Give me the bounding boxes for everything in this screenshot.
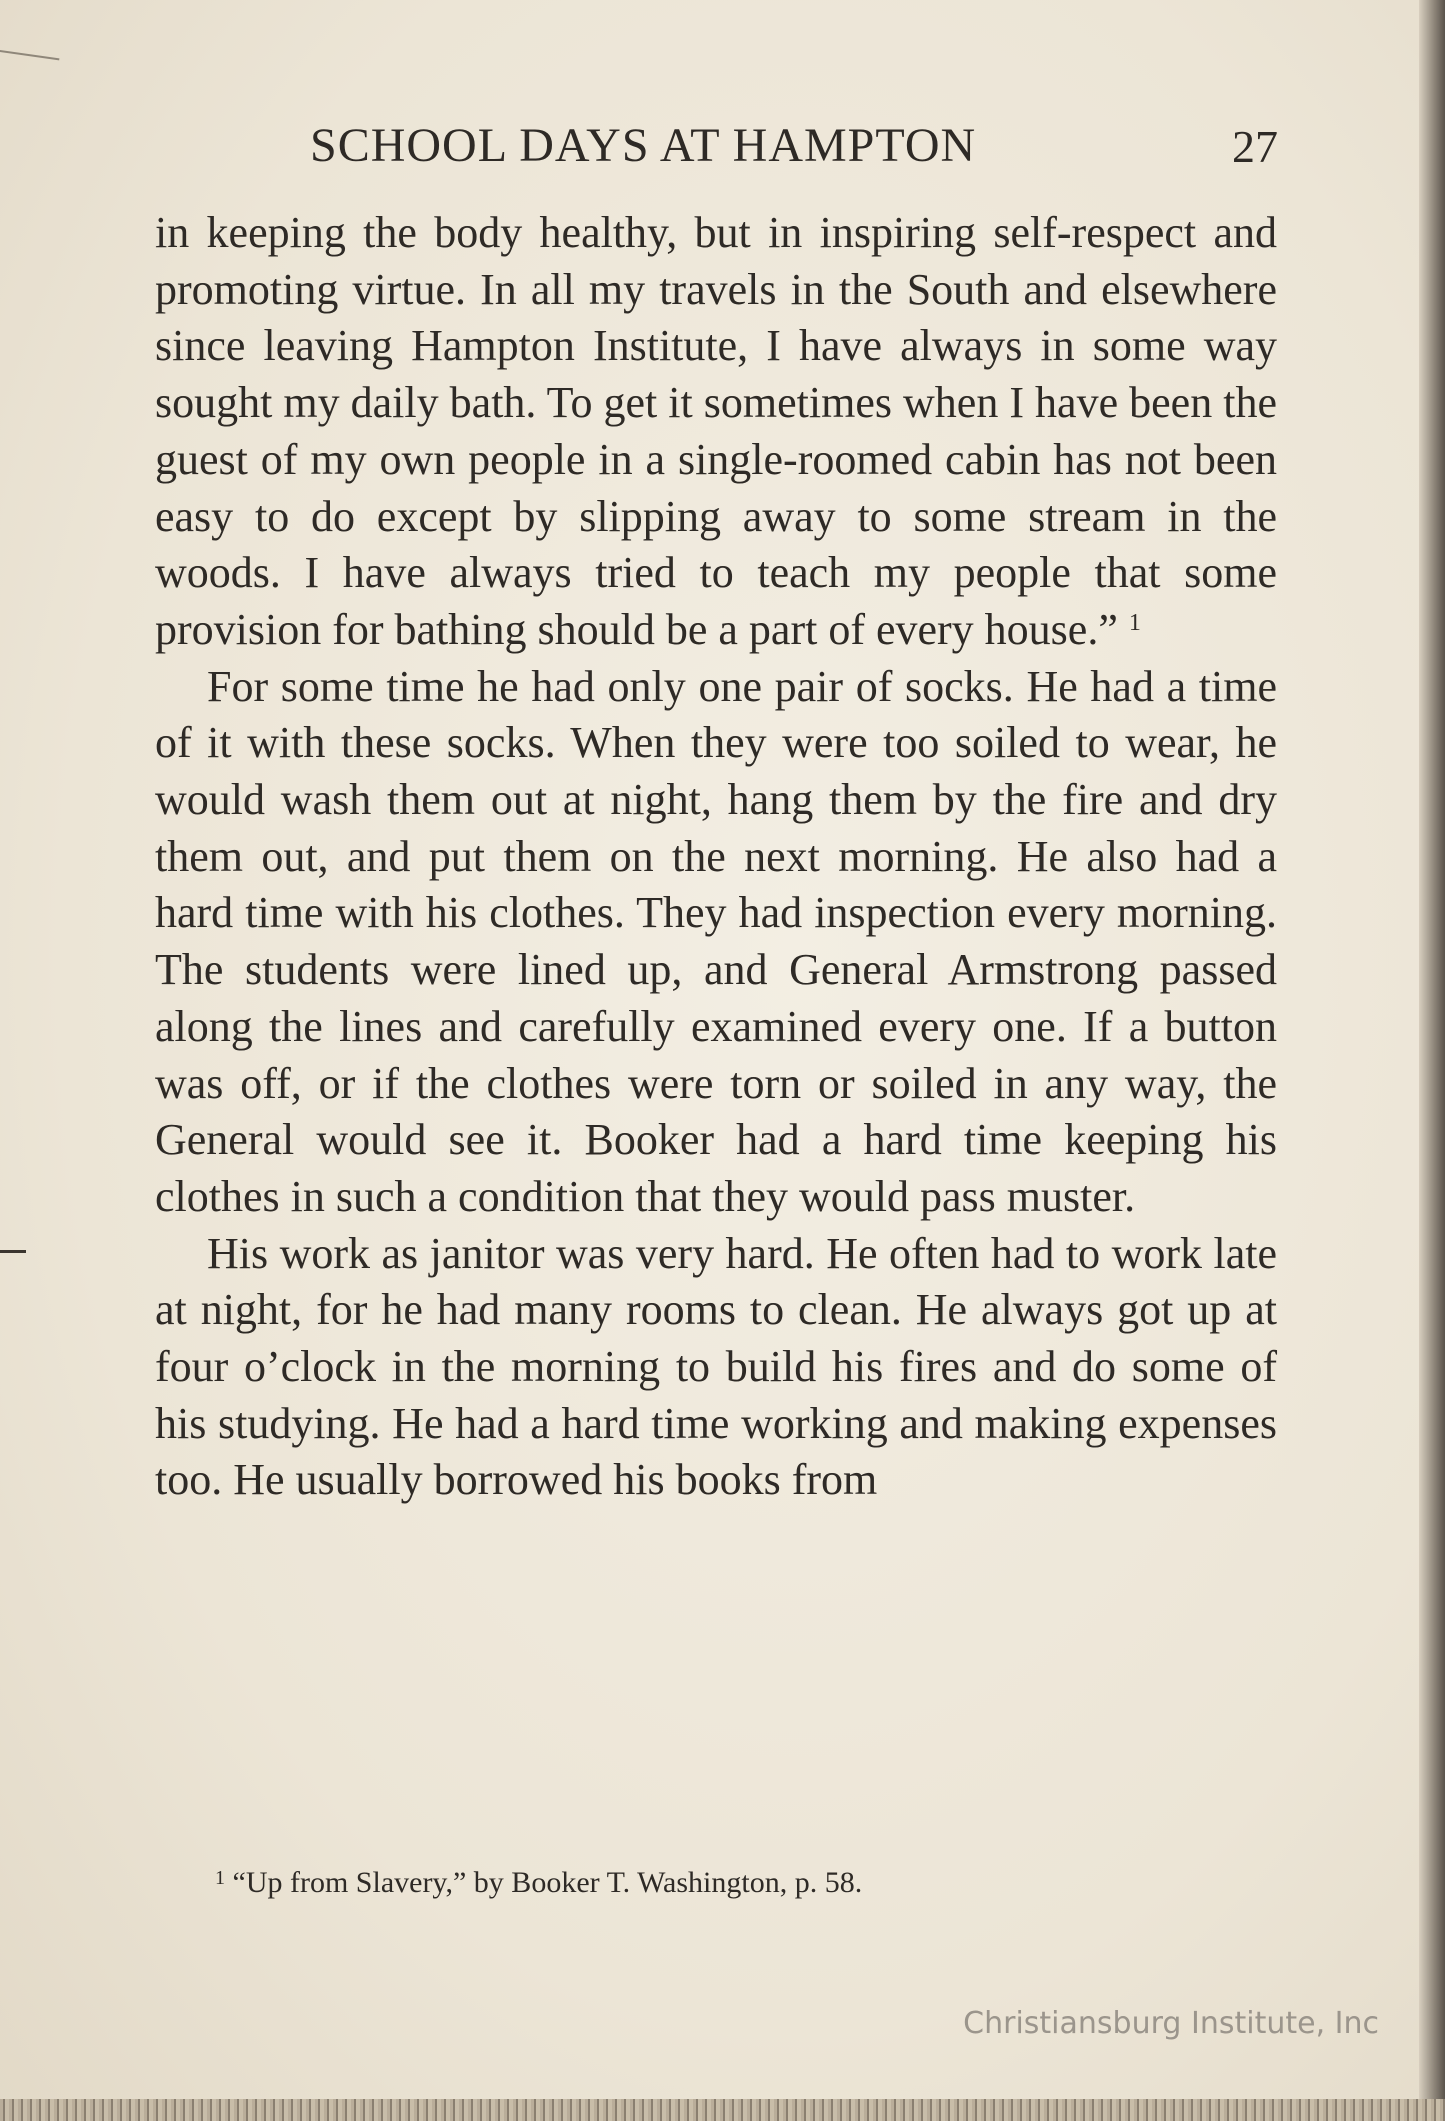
body-text: [155, 205, 1277, 1509]
running-title: SCHOOL DAYS AT HAMPTON: [310, 119, 977, 172]
footnote-marker: 1: [215, 1867, 225, 1889]
footnote-reference: 1: [1128, 609, 1141, 636]
page-header: [150, 118, 1278, 178]
page-edge-bottom: [0, 2099, 1445, 2121]
page-edge-right: [1419, 0, 1445, 2121]
paragraph-text: His work as janitor was very hard. He often had to work late at night, for he had many rooms to clean. He always got up at four o’clock in the morning to build his fires and do some of his studying. He had a hard time working and making expenses too. He usually borrowed his books from: [155, 1228, 1277, 1505]
margin-mark: [0, 1250, 26, 1253]
paragraph: [155, 205, 1277, 659]
footnote: [215, 1866, 862, 1900]
paragraph-text: in keeping the body healthy, but in inspiring self-respect and promoting virtue. In all my travels in the South and elsewhere since leaving Hampton Institute, I have always in some way sought my daily bath. To get it sometimes when I have been the guest of my own people in a single-roomed cabin has not been easy to do except by slipping away to some stream in the woods. I have always tried to teach my people that some provision for bathing should be a part of every house.”: [155, 208, 1277, 654]
watermark: Christiansburg Institute, Inc: [963, 2006, 1379, 2041]
paragraph-text: For some time he had only one pair of socks. He had a time of it with these socks. When they were too soiled to wear, he would wash them out at night, hang them by the fire and dry them out, and put them on the next morning. He also had a hard time with his clothes. They had inspection every morning. The students were lined up, and General Armstrong passed along the lines and carefully examined every one. If a button was off, or if the clothes were torn or soiled in any way, the General would see it. Booker had a hard time keeping his clothes in such a condition that they would pass muster.: [155, 661, 1277, 1221]
page-number: 27: [1232, 121, 1278, 172]
paragraph: [155, 659, 1277, 1226]
page-crease: [0, 50, 59, 66]
paragraph: [155, 1226, 1277, 1510]
footnote-text: “Up from Slavery,” by Booker T. Washington, p. 58.: [232, 1866, 863, 1899]
